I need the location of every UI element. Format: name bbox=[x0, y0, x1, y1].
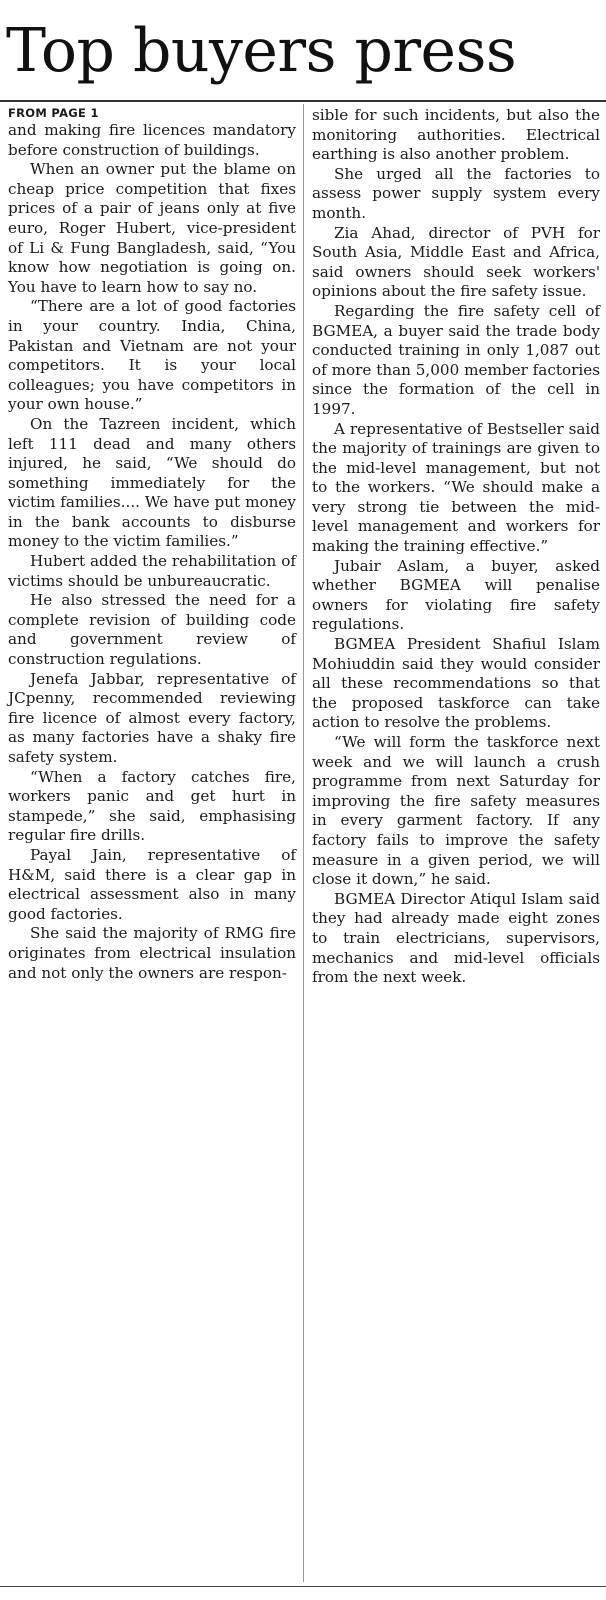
paragraph: and making fire licences mandatory before construction of buildings. bbox=[8, 121, 296, 159]
article-column-left bbox=[8, 106, 296, 983]
paragraph: “There are a lot of good factories in your country. India, China, Pakistan and Vietnam are not your competitors. It is your local colleagues; you have competitors in your own house.” bbox=[8, 297, 296, 414]
paragraph: “When a factory catches fire, workers panic and get hurt in stampede,” she said, emphasising regular fire drills. bbox=[8, 767, 296, 845]
paragraph: Jenefa Jabbar, representative of JCpenny, recommended reviewing fire licence of almost every factory, as many factories have a shaky fire safety system. bbox=[8, 669, 296, 766]
paragraph: BGMEA Director Atiqul Islam said they had already made eight zones to train electricians, supervisors, mechanics and mid-level officials from the next week. bbox=[312, 889, 600, 987]
headline: Top buyers press bbox=[6, 16, 517, 86]
paragraph: Regarding the fire safety cell of BGMEA, a buyer said the trade body conducted training in only 1,087 out of more than 5,000 member factories since the formation of the cell in 1997. bbox=[312, 301, 600, 418]
paragraph: Hubert added the rehabilitation of victims should be unbureaucratic. bbox=[8, 552, 296, 590]
column-divider bbox=[303, 104, 304, 1582]
paragraph: On the Tazreen incident, which left 111 dead and many others injured, he said, “We should do something immediately for the victim families.... We have put money in the bank accounts to disburse money to the victim families.” bbox=[8, 414, 296, 551]
paragraph: Zia Ahad, director of PVH for South Asia, Middle East and Africa, said owners should seek workers' opinions about the fire safety issue. bbox=[312, 223, 600, 301]
paragraph: He also stressed the need for a complete revision of building code and government review of construction regulations. bbox=[8, 591, 296, 669]
paragraph: A representative of Bestseller said the majority of trainings are given to the mid-level management, but not to the workers. “We should make a very strong tie between the mid-level management and workers for making the training effective.” bbox=[312, 419, 600, 556]
paragraph: “We will form the taskforce next week and we will launch a crush programme from next Saturday for improving the fire safety measures in every garment factory. If any factory fails to improve the safety measure in a given period, we will close it down,” he said. bbox=[312, 733, 600, 889]
paragraph: When an owner put the blame on cheap price competition that fixes prices of a pair of jeans only at five euro, Roger Hubert, vice-president of Li & Fung Bangladesh, said, “You know how negotiation is going on. You have to learn how to say no. bbox=[8, 160, 296, 296]
bottom-rule bbox=[0, 1586, 606, 1587]
paragraph: She urged all the factories to assess power supply system every month. bbox=[312, 164, 600, 222]
continuation-kicker: FROM PAGE 1 bbox=[8, 106, 99, 120]
paragraph: Jubair Aslam, a buyer, asked whether BGMEA will penalise owners for violating fire safety regulations. bbox=[312, 556, 600, 634]
headline-rule bbox=[0, 100, 606, 102]
paragraph: sible for such incidents, but also the monitoring authorities. Electrical earthing is also another problem. bbox=[312, 106, 600, 164]
article-column-right bbox=[312, 106, 600, 988]
paragraph: She said the majority of RMG fire originates from electrical insulation and not only the owners are respon- bbox=[8, 924, 296, 982]
paragraph: Payal Jain, representative of H&M, said there is a clear gap in electrical assessment also in many good factories. bbox=[8, 845, 296, 923]
paragraph: BGMEA President Shafiul Islam Mohiuddin said they would consider all these recommendations so that the proposed taskforce can take action to resolve the problems. bbox=[312, 635, 600, 732]
